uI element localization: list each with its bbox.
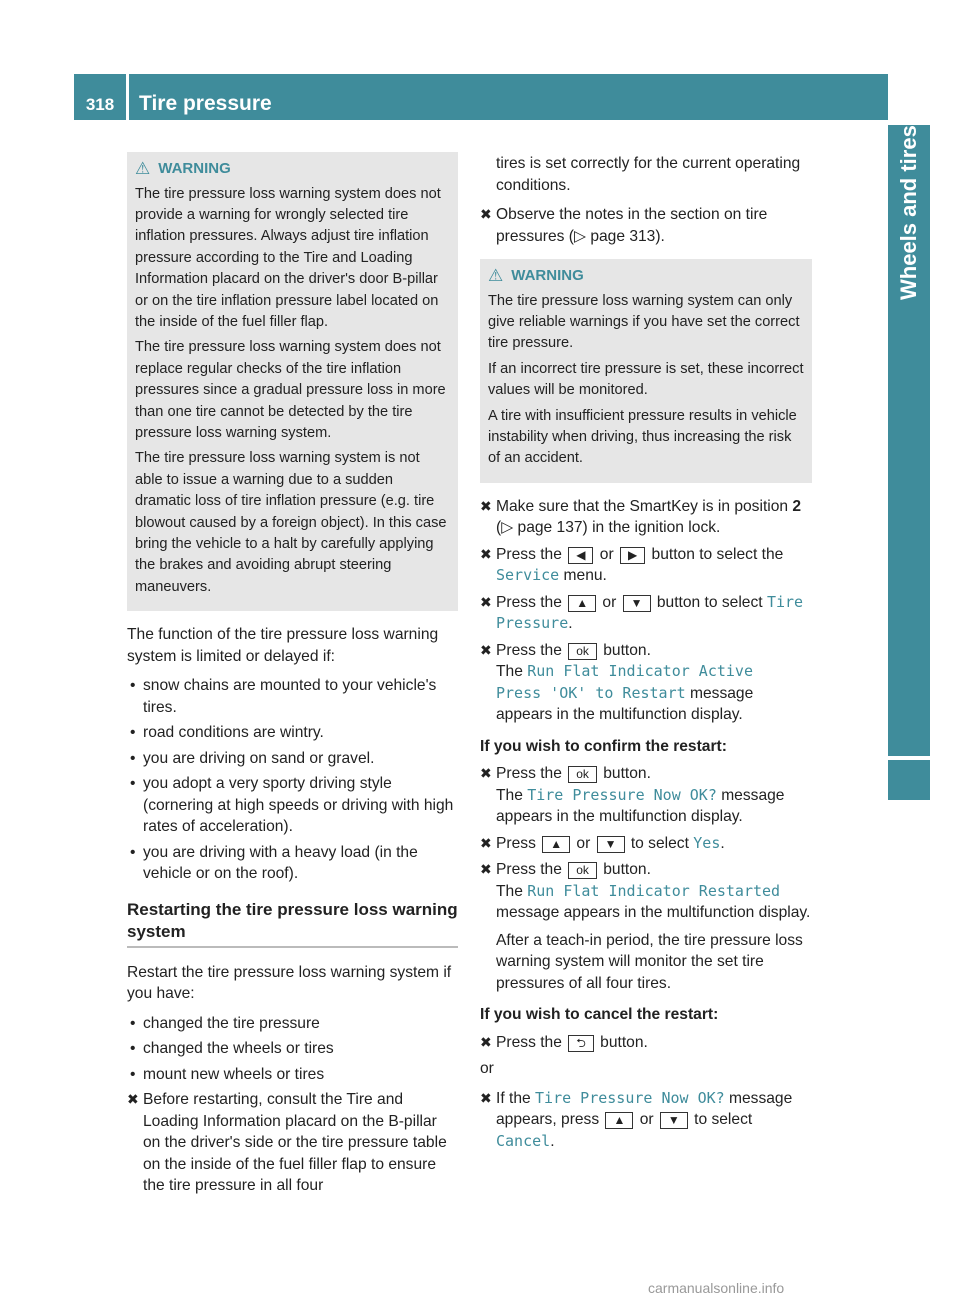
subheading: If you wish to cancel the restart: bbox=[480, 1006, 719, 1024]
warning-icon: ⚠ bbox=[488, 266, 504, 285]
down-key-icon: ▼ bbox=[597, 836, 625, 853]
bullet-item: • you are driving with a heavy load (in the vehicle or on the roof). bbox=[127, 842, 458, 885]
page-header bbox=[74, 74, 888, 120]
warning-icon: ⚠ bbox=[135, 159, 151, 178]
step: ✖ Press ▲ or ▼ to select Yes. bbox=[480, 833, 725, 852]
section-heading: Restarting the tire pressure loss warning system bbox=[127, 899, 458, 948]
up-key-icon: ▲ bbox=[542, 836, 570, 853]
bullet-item: • changed the wheels or tires bbox=[127, 1038, 458, 1060]
step: ✖ If the Tire Pressure Now OK? message appears, press ▲ or ▼ to select Cancel. bbox=[480, 1088, 793, 1150]
back-key-icon: ⮌ bbox=[568, 1035, 594, 1052]
step: ✖ Press the ◀ or ▶ button to select the Service menu. bbox=[480, 545, 784, 585]
watermark: carmanualsonline.info bbox=[648, 1280, 785, 1296]
ok-key-icon: ok bbox=[568, 862, 597, 879]
up-key-icon: ▲ bbox=[605, 1112, 633, 1129]
right-column bbox=[480, 153, 812, 1157]
bullet-item: • snow chains are mounted to your vehicle's tires. bbox=[127, 675, 458, 718]
up-key-icon: ▲ bbox=[568, 595, 596, 612]
bullet-item: • you adopt a very sporty driving style (cornering at high speeds or driving with high rates of acceleration). bbox=[127, 773, 458, 838]
side-tab-label: Wheels and tires bbox=[896, 125, 921, 300]
left-arrow-key-icon: ◀ bbox=[568, 547, 593, 564]
step: ✖ Press the ▲ or ▼ button to select Tire Pressure. bbox=[480, 592, 804, 633]
paragraph: Restart the tire pressure loss warning system if you have: bbox=[127, 963, 452, 1003]
bullet-item: • mount new wheels or tires bbox=[127, 1064, 458, 1086]
step: ✖ Make sure that the SmartKey is in position 2 (▷ page 137) in the ignition lock. bbox=[480, 497, 802, 537]
bullet-item: • you are driving on sand or gravel. bbox=[127, 748, 458, 770]
bullet-item: • road conditions are wintry. bbox=[127, 722, 458, 744]
subheading: If you wish to confirm the restart: bbox=[480, 737, 727, 755]
step: ✖ Press the ok button. The Run Flat Indicator Active Press 'OK' to Restart message appears in the multifunction display. bbox=[480, 641, 754, 724]
down-key-icon: ▼ bbox=[660, 1112, 688, 1129]
left-column bbox=[127, 152, 458, 1202]
paragraph: tires is set correctly for the current operating conditions. bbox=[496, 155, 801, 194]
page-title: Tire pressure bbox=[129, 74, 888, 120]
right-arrow-key-icon: ▶ bbox=[620, 547, 645, 564]
or-text: or bbox=[480, 1060, 494, 1078]
paragraph: The function of the tire pressure loss warning system is limited or delayed if: bbox=[127, 626, 439, 665]
ok-key-icon: ok bbox=[568, 766, 597, 783]
side-marker bbox=[888, 760, 930, 800]
warning-box: ⚠ WARNING The tire pressure loss warning system can only give reliable warnings if you have set the correct tire pressure. If an incorrect tire pressure is set, these incorrect values will be monitored. A tire with insufficient pressure results in vehicle instability when driving, thus increasing the risk of an accident. bbox=[480, 259, 812, 483]
page-number: 318 bbox=[74, 74, 126, 120]
step: ✖ Press the ok button. The Run Flat Indicator Restarted message appears in the multifunction display. After a teach-in period, the tire pressure loss warning system will monitor the set tire pressures of all four tires. bbox=[480, 861, 811, 992]
down-key-icon: ▼ bbox=[623, 595, 651, 612]
step: ✖ Press the ⮌ button. bbox=[480, 1033, 648, 1051]
step: ✖ Observe the notes in the section on tire pressures (▷ page 313). bbox=[480, 206, 768, 245]
step: ✖ Press the ok button. The Tire Pressure Now OK? message appears in the multifunction display. bbox=[480, 765, 785, 826]
step: ✖ Before restarting, consult the Tire and Loading Information placard on the B-pillar on the driver's side or the tire pressure table on the inside of the fuel filler flap to ensure the tire pressure in all four bbox=[127, 1091, 447, 1195]
warning-box: ⚠ WARNING The tire pressure loss warning system does not provide a warning for wrongly selected tire inflation pressures. Always adjust tire inflation pressure according to the Tire and Loading Information placard on the driver's door B-pillar or on the tire inflation pressure label located on the inside of the fuel filler flap. The tire pressure loss warning system does not replace regular checks of the tire inflation pressures since a gradual pressure loss in more than one tire cannot be detected by the tire pressure loss warning system. The tire pressure loss warning system is not able to issue a warning due to a sudden dramatic loss of tire inflation pressure (e.g. tire blowout caused by a foreign object). In this case bring the vehicle to a halt by carefully applying the brakes and avoiding abrupt steering maneuvers. bbox=[127, 152, 458, 611]
bullet-item: • changed the tire pressure bbox=[127, 1013, 458, 1035]
ok-key-icon: ok bbox=[568, 643, 597, 660]
